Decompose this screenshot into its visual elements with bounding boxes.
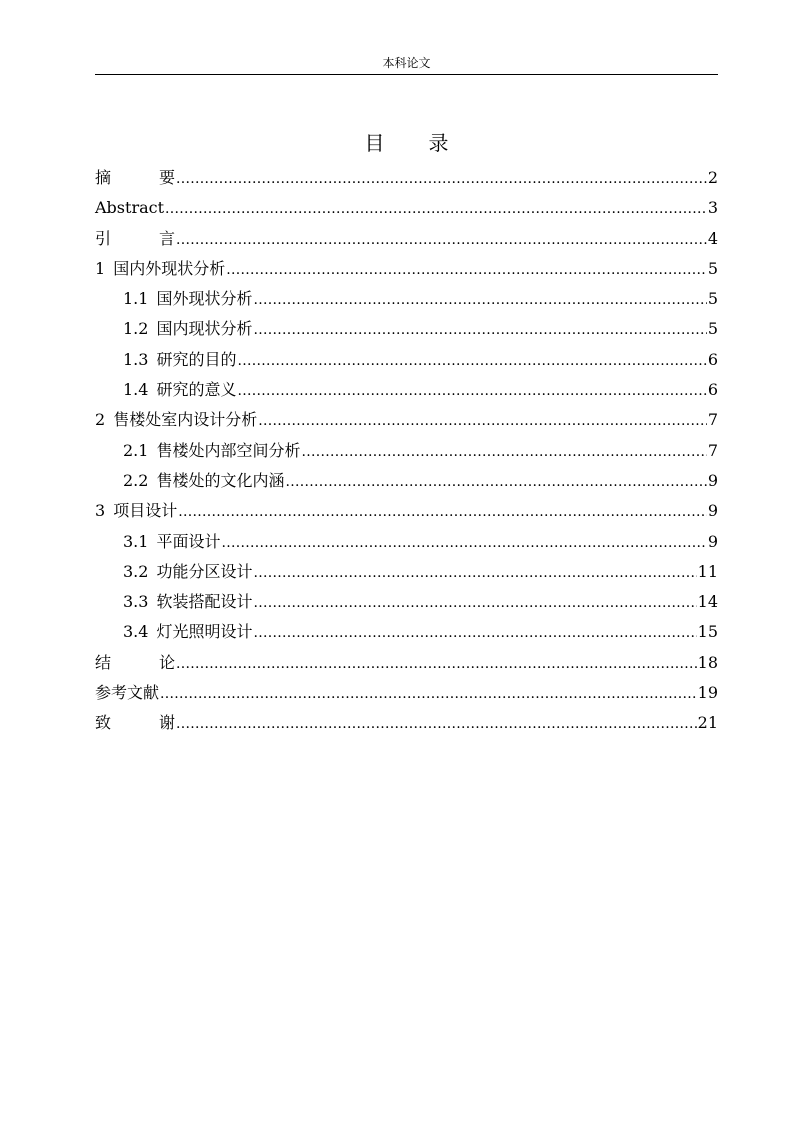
dot-leader — [176, 227, 707, 253]
toc-page-number: 9 — [707, 470, 718, 490]
toc-entry-label — [95, 710, 175, 736]
toc-entry-label — [123, 619, 252, 645]
toc-entry-text: 功能分区设计 — [156, 561, 253, 581]
toc-entry-label: Abstract — [95, 198, 165, 218]
toc-entry-abstract-en[interactable] — [95, 195, 718, 225]
toc-label-char-2: 论 — [159, 652, 176, 672]
toc-entry-label — [95, 165, 175, 191]
dot-leader — [237, 348, 706, 374]
toc-entry-chapter-2[interactable] — [95, 407, 718, 437]
toc-entry-number: 2.2 — [123, 470, 149, 490]
toc-label-char-1: 摘 — [95, 168, 112, 187]
toc-entry-text: 项目设计 — [113, 501, 178, 521]
toc-entry-section-2-1[interactable] — [95, 438, 718, 468]
dot-leader — [258, 408, 707, 434]
toc-entry-text: 国外现状分析 — [156, 289, 253, 309]
toc-entry-label — [95, 498, 177, 524]
toc-page-number: 14 — [697, 592, 718, 612]
toc-entry-label — [123, 468, 284, 494]
toc-title-char-2: 录 — [428, 131, 449, 155]
toc-entry-text: 研究的意义 — [156, 380, 237, 400]
toc-entry-label — [123, 589, 252, 615]
toc-entry-number: 3.2 — [123, 561, 149, 581]
toc-entry-section-3-4[interactable] — [95, 619, 718, 649]
toc-label-char-2: 言 — [159, 228, 176, 248]
toc-entry-label — [123, 529, 220, 555]
dot-leader — [285, 469, 706, 495]
toc-page-number: 4 — [707, 228, 718, 248]
toc-page-number: 9 — [707, 531, 718, 551]
toc-entry-number: 3.3 — [123, 592, 149, 612]
dot-leader — [253, 620, 696, 646]
dot-leader — [176, 711, 697, 737]
toc-entry-text: 软装搭配设计 — [156, 592, 253, 612]
toc-page-number: 7 — [707, 440, 718, 460]
toc-label-char-1: 致 — [95, 713, 112, 733]
toc-entry-label — [123, 286, 252, 312]
toc-entry-text: 研究的目的 — [156, 349, 237, 369]
toc-page-number: 7 — [707, 410, 718, 430]
dot-leader — [253, 560, 696, 586]
dot-leader — [253, 590, 696, 616]
toc-entry-introduction[interactable] — [95, 226, 718, 256]
dot-leader — [176, 166, 707, 192]
toc-entry-number: 1.3 — [123, 349, 149, 369]
toc-entry-number: 2.1 — [123, 440, 149, 460]
toc-label-char-1: 结 — [95, 652, 112, 672]
toc-page-number: 9 — [707, 501, 718, 521]
toc-entry-label — [123, 316, 252, 342]
toc-entry-section-1-2[interactable] — [95, 316, 718, 346]
toc-entry-references[interactable] — [95, 680, 718, 710]
toc-label-char-2: 谢 — [159, 713, 176, 733]
toc-entry-label — [95, 407, 257, 433]
toc-page-number: 5 — [707, 319, 718, 339]
toc-page-number: 5 — [707, 289, 718, 309]
toc-entry-number: 1 — [95, 258, 106, 278]
toc-page-number: 11 — [697, 561, 718, 581]
toc-entry-section-3-1[interactable] — [95, 529, 718, 559]
toc-page-number: 18 — [697, 652, 718, 672]
toc-entry-section-1-1[interactable] — [95, 286, 718, 316]
toc-entry-label — [95, 256, 225, 282]
toc-page-number: 2 — [707, 168, 718, 187]
toc-entry-number: 1.4 — [123, 380, 149, 400]
dot-leader — [178, 499, 707, 525]
toc-entry-chapter-1[interactable] — [95, 256, 718, 286]
toc-label-char-1: 引 — [95, 228, 112, 248]
toc-page-number: 6 — [707, 380, 718, 400]
dot-leader — [253, 317, 706, 343]
dot-leader — [160, 681, 697, 707]
dot-leader — [301, 439, 706, 465]
toc-entry-acknowledgements[interactable] — [95, 710, 718, 740]
toc-entry-abstract-cn[interactable] — [95, 165, 718, 195]
toc-entry-label — [123, 559, 252, 585]
toc-page-number: 21 — [697, 713, 718, 733]
dot-leader — [226, 257, 707, 283]
toc-entry-conclusion[interactable] — [95, 650, 718, 680]
toc-entry-label — [95, 226, 175, 252]
toc-entry-number: 3 — [95, 501, 106, 521]
toc-entry-section-3-2[interactable] — [95, 559, 718, 589]
toc-label-char-2: 要 — [159, 168, 176, 187]
toc-page-number: 15 — [697, 622, 718, 642]
toc-entry-number: 2 — [95, 410, 106, 430]
dot-leader — [253, 287, 706, 313]
toc-page-number: 19 — [697, 683, 718, 703]
dot-leader — [176, 651, 697, 677]
toc-page-number: 3 — [707, 198, 718, 218]
toc-entry-section-2-2[interactable] — [95, 468, 718, 498]
toc-entry-number: 3.4 — [123, 622, 149, 642]
toc-entry-text: 平面设计 — [156, 531, 221, 551]
page-header — [95, 56, 718, 75]
toc-list — [95, 165, 718, 741]
toc-entry-text: 售楼处室内设计分析 — [113, 410, 258, 430]
toc-entry-text: 国内外现状分析 — [113, 258, 226, 278]
toc-page-number: 6 — [707, 349, 718, 369]
toc-entry-label — [123, 347, 236, 373]
toc-entry-number: 1.1 — [123, 289, 149, 309]
toc-entry-label — [95, 650, 175, 676]
toc-entry-text: 国内现状分析 — [156, 319, 253, 339]
dot-leader — [165, 196, 707, 222]
toc-entry-label — [123, 377, 236, 403]
dot-leader — [237, 378, 706, 404]
toc-entry-chapter-3[interactable] — [95, 498, 718, 528]
toc-entry-section-1-3[interactable] — [95, 347, 718, 377]
toc-entry-number: 3.1 — [123, 531, 149, 551]
toc-entry-label: 参考文献 — [95, 683, 160, 703]
toc-entry-section-3-3[interactable] — [95, 589, 718, 619]
toc-title — [95, 130, 718, 156]
toc-entry-section-1-4[interactable] — [95, 377, 718, 407]
header-text: 本科论文 — [382, 56, 431, 70]
toc-entry-label — [123, 438, 300, 464]
toc-entry-text: 售楼处的文化内涵 — [156, 470, 285, 490]
toc-entry-text: 灯光照明设计 — [156, 622, 253, 642]
dot-leader — [221, 530, 706, 556]
toc-title-char-1: 目 — [364, 131, 385, 155]
toc-entry-number: 1.2 — [123, 319, 149, 339]
toc-page-number: 5 — [707, 258, 718, 278]
toc-entry-text: 售楼处内部空间分析 — [156, 440, 301, 460]
